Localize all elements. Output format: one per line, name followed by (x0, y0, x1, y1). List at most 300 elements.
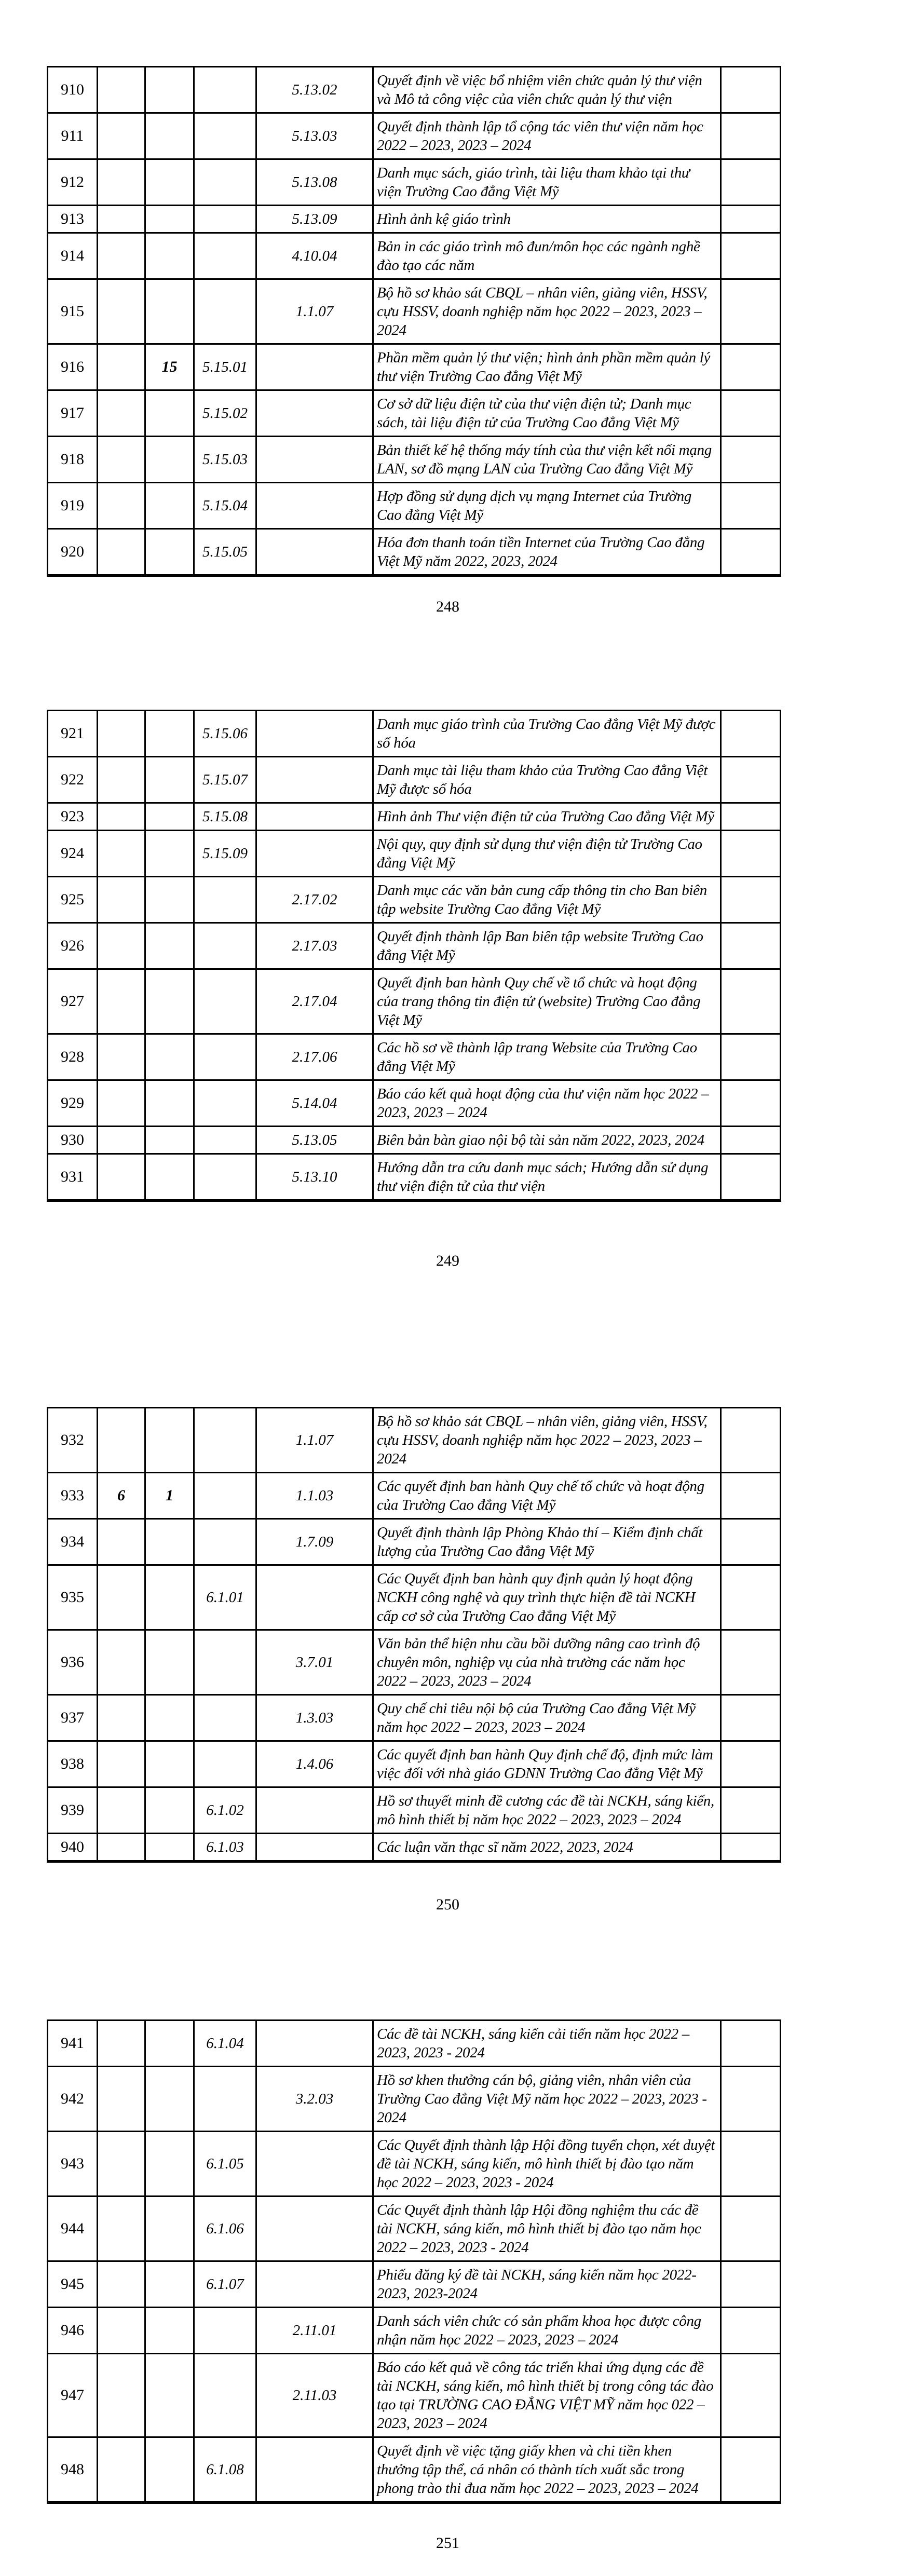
description-cell: Quyết định ban hành Quy chế về tổ chức và hoạt động của trang thông tin điện tử (website) Trường Cao đẳng Việt Mỹ (373, 969, 721, 1034)
row-index-cell: 943 (48, 2132, 98, 2197)
evidence-code-b-cell: 2.11.01 (256, 2308, 373, 2354)
evidence-code-b-cell: 3.7.01 (256, 1630, 373, 1695)
evidence-code-a-cell: 6.1.05 (194, 2132, 256, 2197)
evidence-code-b-cell: 5.13.09 (256, 206, 373, 233)
note-cell (721, 2067, 781, 2132)
evidence-code-a-cell (194, 877, 256, 923)
description-cell: Các hồ sơ về thành lập trang Website của Trường Cao đẳng Việt Mỹ (373, 1034, 721, 1080)
criterion-index-cell: 1 (145, 1473, 194, 1519)
evidence-code-b-cell (256, 2261, 373, 2308)
note-cell (721, 2354, 781, 2437)
evidence-code-b-cell: 1.3.03 (256, 1695, 373, 1741)
criterion-index-cell (145, 2354, 194, 2437)
table-row (48, 2437, 781, 2503)
evidence-code-a-cell (194, 206, 256, 233)
note-cell (721, 2132, 781, 2197)
description-cell: Danh mục giáo trình của Trường Cao đẳng Việt Mỹ được số hóa (373, 711, 721, 757)
evidence-code-b-cell: 1.1.03 (256, 1473, 373, 1519)
evidence-code-a-cell (194, 279, 256, 344)
description-cell: Quyết định về việc bổ nhiệm viên chức quản lý thư viện và Mô tả công việc của viên chức quản lý thư viện (373, 67, 721, 113)
evidence-code-a-cell (194, 113, 256, 159)
description-cell: Hình ảnh Thư viện điện tử của Trường Cao đẳng Việt Mỹ (373, 803, 721, 831)
criterion-index-cell (145, 1127, 194, 1154)
criterion-group-cell (98, 1787, 145, 1834)
note-cell (721, 1519, 781, 1565)
note-cell (721, 1034, 781, 1080)
row-index-cell: 925 (48, 877, 98, 923)
criterion-index-cell (145, 1565, 194, 1630)
evidence-code-b-cell (256, 711, 373, 757)
criterion-index-cell (145, 67, 194, 113)
row-index-cell: 918 (48, 437, 98, 483)
evidence-code-a-cell (194, 969, 256, 1034)
description-cell: Hóa đơn thanh toán tiền Internet của Trường Cao đẳng Việt Mỹ năm 2022, 2023, 2024 (373, 529, 721, 576)
criterion-group-cell (98, 279, 145, 344)
description-cell: Phiếu đăng ký đề tài NCKH, sáng kiến năm học 2022-2023, 2023-2024 (373, 2261, 721, 2308)
criterion-group-cell (98, 1154, 145, 1201)
note-cell (721, 1154, 781, 1201)
row-index-cell: 922 (48, 757, 98, 803)
description-cell: Báo cáo kết quả về công tác triển khai ứng dụng các đề tài NCKH, sáng kiến, mô hình thiết bị trong công tác đào tạo tại TRƯỜNG CAO ĐẲNG VIỆT MỸ năm học 022 – 2023, 2023 – 2024 (373, 2354, 721, 2437)
description-cell: Bộ hồ sơ khảo sát CBQL – nhân viên, giảng viên, HSSV, cựu HSSV, doanh nghiệp năm học 2022 – 2023, 2023 – 2024 (373, 1408, 721, 1473)
description-cell: Quyết định thành lập Phòng Khảo thí – Kiểm định chất lượng của Trường Cao đẳng Việt Mỹ (373, 1519, 721, 1565)
evidence-code-b-cell: 1.7.09 (256, 1519, 373, 1565)
table-row (48, 1519, 781, 1565)
evidence-code-b-cell (256, 2197, 373, 2261)
table-row (48, 1034, 781, 1080)
description-cell: Các quyết định ban hành Quy chế tổ chức và hoạt động của Trường Cao đẳng Việt Mỹ (373, 1473, 721, 1519)
evidence-code-a-cell: 5.15.02 (194, 390, 256, 437)
table-row (48, 2261, 781, 2308)
criterion-group-cell (98, 1127, 145, 1154)
table-row (48, 923, 781, 969)
description-cell: Bản thiết kế hệ thống máy tính của thư viện kết nối mạng LAN, sơ đồ mạng LAN của Trường Cao đẳng Việt Mỹ (373, 437, 721, 483)
evidence-code-a-cell (194, 1741, 256, 1787)
description-cell: Hồ sơ khen thưởng cán bộ, giảng viên, nhân viên của Trường Cao đẳng Việt Mỹ năm học 2022 – 2023, 2023 - 2024 (373, 2067, 721, 2132)
note-cell (721, 437, 781, 483)
criterion-group-cell (98, 877, 145, 923)
criterion-group-cell (98, 1080, 145, 1127)
description-cell: Hướng dẫn tra cứu danh mục sách; Hướng dẫn sử dụng thư viện điện tử của thư viện (373, 1154, 721, 1201)
evidence-code-a-cell: 6.1.07 (194, 2261, 256, 2308)
criterion-index-cell (145, 969, 194, 1034)
evidence-code-b-cell (256, 803, 373, 831)
description-cell: Biên bản bàn giao nội bộ tài sản năm 2022, 2023, 2024 (373, 1127, 721, 1154)
evidence-table-page-250 (47, 1407, 781, 1863)
evidence-code-a-cell (194, 1127, 256, 1154)
note-cell (721, 67, 781, 113)
evidence-code-b-cell: 1.1.07 (256, 1408, 373, 1473)
table-row (48, 1741, 781, 1787)
table-row (48, 969, 781, 1034)
note-cell (721, 757, 781, 803)
evidence-code-b-cell: 1.1.07 (256, 279, 373, 344)
evidence-code-a-cell (194, 923, 256, 969)
row-index-cell: 938 (48, 1741, 98, 1787)
description-cell: Danh mục các văn bản cung cấp thông tin cho Ban biên tập website Trường Cao đẳng Việt Mỹ (373, 877, 721, 923)
note-cell (721, 1787, 781, 1834)
table-body (48, 2021, 781, 2503)
criterion-group-cell (98, 1408, 145, 1473)
evidence-code-a-cell: 6.1.03 (194, 1834, 256, 1862)
evidence-code-a-cell (194, 2308, 256, 2354)
note-cell (721, 969, 781, 1034)
row-index-cell: 921 (48, 711, 98, 757)
evidence-code-a-cell: 6.1.04 (194, 2021, 256, 2067)
criterion-group-cell (98, 529, 145, 576)
note-cell (721, 2261, 781, 2308)
description-cell: Các luận văn thạc sĩ năm 2022, 2023, 2024 (373, 1834, 721, 1862)
page-number-251: 251 (436, 2534, 459, 2552)
table-row (48, 279, 781, 344)
table-row (48, 2021, 781, 2067)
row-index-cell: 920 (48, 529, 98, 576)
criterion-group-cell (98, 2437, 145, 2503)
criterion-index-cell (145, 1834, 194, 1862)
criterion-index-cell (145, 1519, 194, 1565)
row-index-cell: 937 (48, 1695, 98, 1741)
row-index-cell: 910 (48, 67, 98, 113)
evidence-code-b-cell: 5.13.05 (256, 1127, 373, 1154)
criterion-group-cell (98, 1834, 145, 1862)
table-row (48, 2067, 781, 2132)
row-index-cell: 913 (48, 206, 98, 233)
criterion-group-cell (98, 2354, 145, 2437)
table-row (48, 113, 781, 159)
row-index-cell: 947 (48, 2354, 98, 2437)
table-row (48, 1473, 781, 1519)
row-index-cell: 911 (48, 113, 98, 159)
row-index-cell: 941 (48, 2021, 98, 2067)
evidence-code-a-cell (194, 1154, 256, 1201)
criterion-index-cell (145, 923, 194, 969)
row-index-cell: 948 (48, 2437, 98, 2503)
criterion-group-cell (98, 437, 145, 483)
note-cell (721, 2437, 781, 2503)
row-index-cell: 942 (48, 2067, 98, 2132)
evidence-code-b-cell: 4.10.04 (256, 233, 373, 279)
description-cell: Văn bản thể hiện nhu cầu bồi dưỡng nâng cao trình độ chuyên môn, nghiệp vụ của nhà trường các năm học 2022 – 2023, 2023 – 2024 (373, 1630, 721, 1695)
row-index-cell: 946 (48, 2308, 98, 2354)
row-index-cell: 935 (48, 1565, 98, 1630)
criterion-group-cell (98, 923, 145, 969)
evidence-table-page-251 (47, 2019, 781, 2504)
row-index-cell: 933 (48, 1473, 98, 1519)
criterion-index-cell (145, 1787, 194, 1834)
table-row (48, 1127, 781, 1154)
criterion-group-cell (98, 2308, 145, 2354)
table-row (48, 483, 781, 529)
evidence-code-a-cell (194, 1080, 256, 1127)
evidence-code-a-cell: 6.1.06 (194, 2197, 256, 2261)
evidence-code-a-cell: 5.15.03 (194, 437, 256, 483)
evidence-code-a-cell (194, 67, 256, 113)
note-cell (721, 877, 781, 923)
note-cell (721, 1080, 781, 1127)
description-cell: Hình ảnh kệ giáo trình (373, 206, 721, 233)
criterion-group-cell (98, 803, 145, 831)
table-row (48, 1695, 781, 1741)
evidence-code-b-cell (256, 1565, 373, 1630)
table-row (48, 877, 781, 923)
description-cell: Quyết định về việc tặng giấy khen và chi tiền khen thưởng tập thể, cá nhân có thành tích xuất sắc trong phong trào thi đua năm học 2022 – 2023, 2023 – 2024 (373, 2437, 721, 2503)
evidence-code-a-cell (194, 1630, 256, 1695)
evidence-code-b-cell (256, 2021, 373, 2067)
note-cell (721, 529, 781, 576)
table-body (48, 711, 781, 1201)
criterion-index-cell (145, 1408, 194, 1473)
criterion-group-cell (98, 2197, 145, 2261)
criterion-group-cell (98, 2132, 145, 2197)
evidence-code-a-cell: 6.1.01 (194, 1565, 256, 1630)
criterion-index-cell (145, 390, 194, 437)
description-cell: Nội quy, quy định sử dụng thư viện điện tử Trường Cao đẳng Việt Mỹ (373, 831, 721, 877)
criterion-index-cell (145, 1154, 194, 1201)
table-row (48, 1080, 781, 1127)
evidence-code-b-cell (256, 757, 373, 803)
criterion-index-cell (145, 437, 194, 483)
note-cell (721, 2308, 781, 2354)
criterion-index-cell (145, 1695, 194, 1741)
evidence-code-b-cell: 2.11.03 (256, 2354, 373, 2437)
criterion-index-cell (145, 1080, 194, 1127)
evidence-code-a-cell: 6.1.02 (194, 1787, 256, 1834)
note-cell (721, 1565, 781, 1630)
evidence-code-b-cell: 1.4.06 (256, 1741, 373, 1787)
note-cell (721, 1127, 781, 1154)
note-cell (721, 159, 781, 206)
criterion-index-cell (145, 1034, 194, 1080)
row-index-cell: 945 (48, 2261, 98, 2308)
evidence-code-a-cell (194, 1034, 256, 1080)
evidence-code-a-cell: 5.15.04 (194, 483, 256, 529)
criterion-index-cell (145, 206, 194, 233)
evidence-code-a-cell (194, 1473, 256, 1519)
criterion-group-cell (98, 969, 145, 1034)
evidence-code-b-cell: 5.13.08 (256, 159, 373, 206)
criterion-group-cell (98, 831, 145, 877)
table-row (48, 2197, 781, 2261)
evidence-code-b-cell (256, 2437, 373, 2503)
evidence-code-b-cell (256, 2132, 373, 2197)
note-cell (721, 923, 781, 969)
criterion-index-cell (145, 2067, 194, 2132)
description-cell: Hợp đồng sử dụng dịch vụ mạng Internet của Trường Cao đẳng Việt Mỹ (373, 483, 721, 529)
evidence-code-b-cell: 5.13.02 (256, 67, 373, 113)
criterion-group-cell: 6 (98, 1473, 145, 1519)
criterion-group-cell (98, 206, 145, 233)
table-row (48, 233, 781, 279)
note-cell (721, 1473, 781, 1519)
criterion-group-cell (98, 1630, 145, 1695)
evidence-code-b-cell (256, 1834, 373, 1862)
evidence-code-b-cell: 3.2.03 (256, 2067, 373, 2132)
evidence-table-page-248 (47, 66, 781, 577)
page-number-248: 248 (436, 598, 459, 615)
description-cell: Hồ sơ thuyết minh đề cương các đề tài NCKH, sáng kiến, mô hình thiết bị năm học 2022 – 2023, 2023 – 2024 (373, 1787, 721, 1834)
note-cell (721, 1630, 781, 1695)
criterion-index-cell (145, 1630, 194, 1695)
description-cell: Bản in các giáo trình mô đun/môn học các ngành nghề đào tạo các năm (373, 233, 721, 279)
note-cell (721, 711, 781, 757)
description-cell: Các quyết định ban hành Quy định chế độ, định mức làm việc đối với nhà giáo GDNN Trường Cao đẳng Việt Mỹ (373, 1741, 721, 1787)
evidence-code-b-cell: 5.13.03 (256, 113, 373, 159)
row-index-cell: 930 (48, 1127, 98, 1154)
row-index-cell: 914 (48, 233, 98, 279)
evidence-code-a-cell: 5.15.09 (194, 831, 256, 877)
criterion-index-cell (145, 711, 194, 757)
page-number-250: 250 (436, 1896, 459, 1913)
evidence-code-b-cell: 5.13.10 (256, 1154, 373, 1201)
evidence-code-a-cell (194, 159, 256, 206)
table-row (48, 1565, 781, 1630)
description-cell: Bộ hồ sơ khảo sát CBQL – nhân viên, giảng viên, HSSV, cựu HSSV, doanh nghiệp năm học 2022 – 2023, 2023 – 2024 (373, 279, 721, 344)
evidence-code-a-cell (194, 2067, 256, 2132)
criterion-group-cell (98, 757, 145, 803)
evidence-code-a-cell (194, 233, 256, 279)
criterion-group-cell (98, 1034, 145, 1080)
criterion-group-cell (98, 2067, 145, 2132)
row-index-cell: 936 (48, 1630, 98, 1695)
note-cell (721, 1408, 781, 1473)
note-cell (721, 831, 781, 877)
criterion-group-cell (98, 2021, 145, 2067)
evidence-code-b-cell: 2.17.06 (256, 1034, 373, 1080)
criterion-index-cell (145, 529, 194, 576)
criterion-group-cell (98, 711, 145, 757)
note-cell (721, 1741, 781, 1787)
description-cell: Danh sách viên chức có sản phẩm khoa học được công nhận năm học 2022 – 2023, 2023 – 2024 (373, 2308, 721, 2354)
page-number-249: 249 (436, 1252, 459, 1269)
table-row (48, 390, 781, 437)
criterion-index-cell (145, 113, 194, 159)
row-index-cell: 928 (48, 1034, 98, 1080)
description-cell: Các Quyết định thành lập Hội đồng tuyển chọn, xét duyệt đề tài NCKH, sáng kiến, mô hình thiết bị đào tạo năm học 2022 – 2023, 2023 - 2024 (373, 2132, 721, 2197)
evidence-code-a-cell (194, 1408, 256, 1473)
description-cell: Danh mục sách, giáo trình, tài liệu tham khảo tại thư viện Trường Cao đẳng Việt Mỹ (373, 159, 721, 206)
criterion-group-cell (98, 1741, 145, 1787)
evidence-code-a-cell (194, 2354, 256, 2437)
note-cell (721, 344, 781, 390)
table-row (48, 344, 781, 390)
table-row (48, 1630, 781, 1695)
evidence-code-a-cell: 5.15.05 (194, 529, 256, 576)
table-row (48, 437, 781, 483)
row-index-cell: 934 (48, 1519, 98, 1565)
table-row (48, 67, 781, 113)
note-cell (721, 206, 781, 233)
evidence-code-a-cell (194, 1695, 256, 1741)
description-cell: Các đề tài NCKH, sáng kiến cải tiến năm học 2022 – 2023, 2023 - 2024 (373, 2021, 721, 2067)
row-index-cell: 944 (48, 2197, 98, 2261)
criterion-index-cell (145, 233, 194, 279)
note-cell (721, 233, 781, 279)
note-cell (721, 1695, 781, 1741)
evidence-code-b-cell (256, 1787, 373, 1834)
criterion-index-cell (145, 803, 194, 831)
description-cell: Các Quyết định ban hành quy định quản lý hoạt động NCKH công nghệ và quy trình thực hiện đề tài NCKH cấp cơ sở của Trường Cao đẳng Việt Mỹ (373, 1565, 721, 1630)
row-index-cell: 912 (48, 159, 98, 206)
table-row (48, 831, 781, 877)
note-cell (721, 390, 781, 437)
row-index-cell: 931 (48, 1154, 98, 1201)
criterion-index-cell (145, 2308, 194, 2354)
criterion-index-cell (145, 831, 194, 877)
evidence-code-a-cell: 6.1.08 (194, 2437, 256, 2503)
row-index-cell: 929 (48, 1080, 98, 1127)
table-row (48, 206, 781, 233)
row-index-cell: 917 (48, 390, 98, 437)
note-cell (721, 2197, 781, 2261)
description-cell: Quy chế chi tiêu nội bộ của Trường Cao đẳng Việt Mỹ năm học 2022 – 2023, 2023 – 2024 (373, 1695, 721, 1741)
evidence-code-b-cell (256, 831, 373, 877)
table-row (48, 2132, 781, 2197)
description-cell: Phần mềm quản lý thư viện; hình ảnh phần mềm quản lý thư viện Trường Cao đẳng Việt Mỹ (373, 344, 721, 390)
table-row (48, 711, 781, 757)
criterion-group-cell (98, 1695, 145, 1741)
note-cell (721, 279, 781, 344)
criterion-index-cell (145, 2132, 194, 2197)
row-index-cell: 939 (48, 1787, 98, 1834)
table-row (48, 529, 781, 576)
table-row (48, 159, 781, 206)
criterion-index-cell (145, 483, 194, 529)
criterion-group-cell (98, 1519, 145, 1565)
evidence-code-b-cell: 2.17.04 (256, 969, 373, 1034)
row-index-cell: 927 (48, 969, 98, 1034)
evidence-code-b-cell: 5.14.04 (256, 1080, 373, 1127)
description-cell: Danh mục tài liệu tham khảo của Trường Cao đẳng Việt Mỹ được số hóa (373, 757, 721, 803)
evidence-code-b-cell (256, 529, 373, 576)
evidence-code-a-cell: 5.15.08 (194, 803, 256, 831)
evidence-code-a-cell: 5.15.06 (194, 711, 256, 757)
note-cell (721, 1834, 781, 1862)
row-index-cell: 940 (48, 1834, 98, 1862)
description-cell: Quyết định thành lập Ban biên tập website Trường Cao đẳng Việt Mỹ (373, 923, 721, 969)
evidence-code-b-cell (256, 437, 373, 483)
table-row (48, 1787, 781, 1834)
table-row (48, 2354, 781, 2437)
criterion-group-cell (98, 113, 145, 159)
evidence-code-b-cell: 2.17.02 (256, 877, 373, 923)
criterion-group-cell (98, 2261, 145, 2308)
table-row (48, 2308, 781, 2354)
criterion-index-cell (145, 2437, 194, 2503)
row-index-cell: 926 (48, 923, 98, 969)
criterion-group-cell (98, 1565, 145, 1630)
criterion-index-cell (145, 2197, 194, 2261)
row-index-cell: 923 (48, 803, 98, 831)
evidence-code-b-cell (256, 390, 373, 437)
note-cell (721, 803, 781, 831)
table-row (48, 1834, 781, 1862)
row-index-cell: 932 (48, 1408, 98, 1473)
description-cell: Các Quyết định thành lập Hội đồng nghiệm thu các đề tài NCKH, sáng kiến, mô hình thiết bị đào tạo năm học 2022 – 2023, 2023 - 2024 (373, 2197, 721, 2261)
description-cell: Cơ sở dữ liệu điện tử của thư viện điện tử; Danh mục sách, tài liệu điện tử của Trường Cao đẳng Việt Mỹ (373, 390, 721, 437)
criterion-index-cell (145, 2021, 194, 2067)
criterion-group-cell (98, 67, 145, 113)
evidence-code-a-cell (194, 1519, 256, 1565)
criterion-group-cell (98, 483, 145, 529)
criterion-group-cell (98, 390, 145, 437)
note-cell (721, 2021, 781, 2067)
table-row (48, 803, 781, 831)
evidence-code-b-cell: 2.17.03 (256, 923, 373, 969)
table-row (48, 757, 781, 803)
table-body (48, 1408, 781, 1862)
evidence-table-page-249 (47, 710, 781, 1202)
table-row (48, 1408, 781, 1473)
